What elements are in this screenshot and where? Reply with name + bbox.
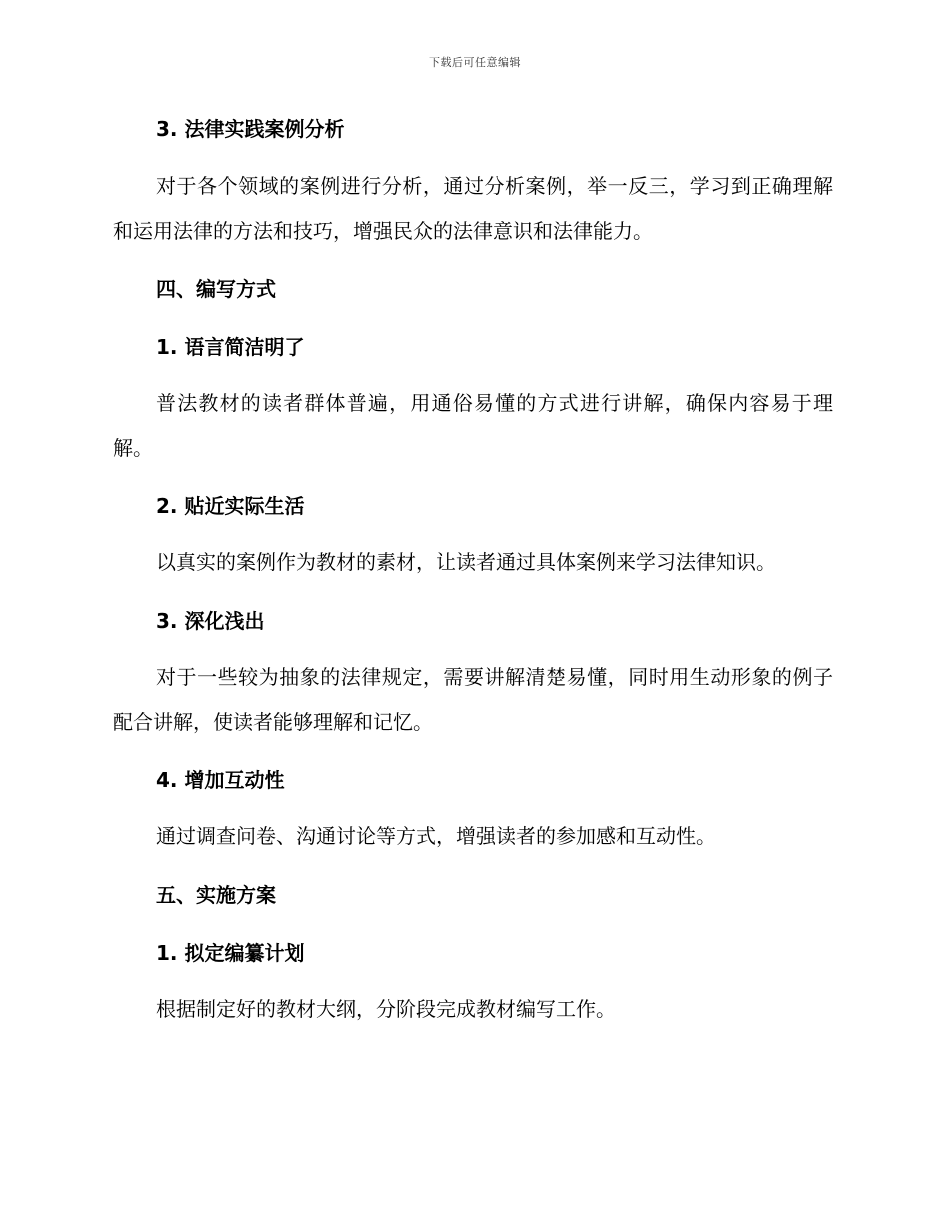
section-heading-writing-method: 四、编写方式: [156, 277, 276, 301]
subheading-interactivity: 4. 增加互动性: [156, 768, 285, 792]
subheading-close-to-real-life: 2. 贴近实际生活: [156, 494, 305, 518]
section-heading-implementation-plan: 五、实施方案: [156, 883, 276, 907]
paragraph-interactivity: 通过调查问卷、沟通讨论等方式，增强读者的参加感和互动性。: [156, 824, 716, 848]
paragraph-case-analysis: 对于各个领域的案例进行分析，通过分析案例，举一反三，学习到正确理解和运用法律的方法和技巧，增强民众的法律意识和法律能力。: [113, 174, 833, 243]
subheading-compilation-plan: 1. 拟定编纂计划: [156, 941, 305, 965]
paragraph-concise-language: 普法教材的读者群体普遍，用通俗易懂的方式进行讲解，确保内容易于理解。: [113, 391, 833, 460]
paragraph-abstract-rules: 对于一些较为抽象的法律规定，需要讲解清楚易懂，同时用生动形象的例子配合讲解，使读者能够理解和记忆。: [113, 665, 833, 734]
subheading-deep-and-simple: 3. 深化浅出: [156, 609, 265, 633]
paragraph-compilation-plan: 根据制定好的教材大纲，分阶段完成教材编写工作。: [156, 997, 616, 1021]
paragraph-real-cases: 以真实的案例作为教材的素材，让读者通过具体案例来学习法律知识。: [156, 550, 776, 574]
subheading-concise-language: 1. 语言简洁明了: [156, 335, 305, 359]
page-header: 下载后可任意编辑: [429, 56, 521, 69]
subheading-legal-practice-case-analysis: 3. 法律实践案例分析: [156, 117, 345, 141]
